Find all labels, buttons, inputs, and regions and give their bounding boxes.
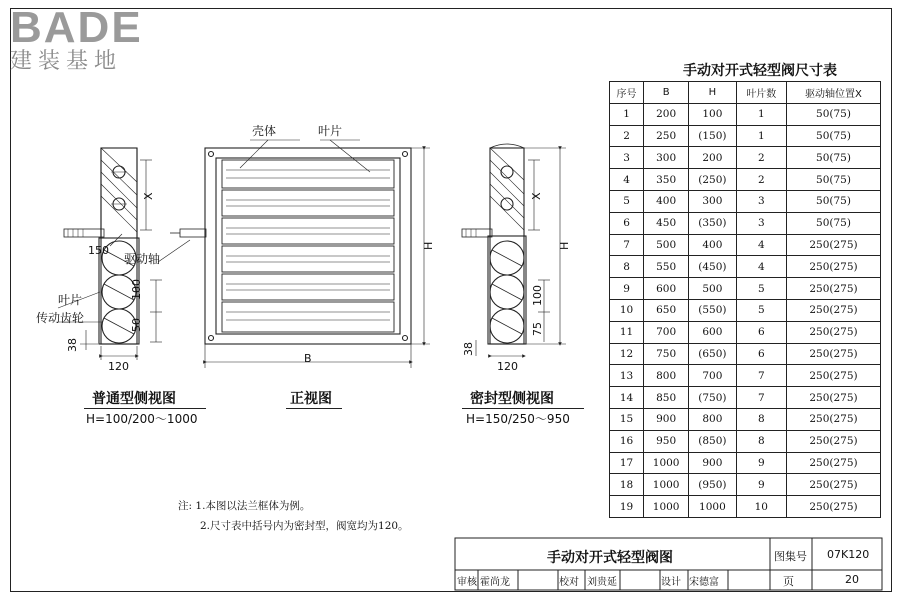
table-cell: 250(275) bbox=[786, 343, 880, 365]
table-cell: 17 bbox=[610, 452, 644, 474]
caption-underline-sealed bbox=[462, 408, 584, 409]
table-cell: 2 bbox=[736, 169, 786, 191]
table-row bbox=[610, 234, 881, 256]
label-shell: 壳体 bbox=[252, 124, 277, 138]
table-cell: 3 bbox=[736, 190, 786, 212]
review-label: 审核 bbox=[457, 577, 477, 588]
table-cell: 4 bbox=[736, 256, 786, 278]
check-label: 校对 bbox=[559, 577, 579, 588]
table-cell: 9 bbox=[736, 452, 786, 474]
table-header-cell: 驱动轴位置X bbox=[786, 82, 880, 104]
table-cell: 250(275) bbox=[786, 387, 880, 409]
dim-50: 50 bbox=[130, 318, 143, 332]
table-row bbox=[610, 321, 881, 343]
table-cell: 10 bbox=[736, 496, 786, 518]
table-cell: 250(275) bbox=[786, 430, 880, 452]
table-cell: 4 bbox=[610, 169, 644, 191]
page-number: 20 bbox=[845, 573, 859, 586]
table-cell: 800 bbox=[689, 408, 736, 430]
table-header-cell: 叶片数 bbox=[736, 82, 786, 104]
table-cell: 1 bbox=[736, 125, 786, 147]
table-cell: 250(275) bbox=[786, 256, 880, 278]
table-cell: 750 bbox=[644, 343, 689, 365]
dim-120-right: 120 bbox=[497, 360, 518, 373]
table-cell: 15 bbox=[610, 408, 644, 430]
table-cell: (750) bbox=[689, 387, 736, 409]
table-header-cell: H bbox=[689, 82, 736, 104]
table-cell: (950) bbox=[689, 474, 736, 496]
table-row bbox=[610, 256, 881, 278]
table-cell: 100 bbox=[689, 103, 736, 125]
table-cell: 50(75) bbox=[786, 147, 880, 169]
table-cell: 250(275) bbox=[786, 452, 880, 474]
table-row bbox=[610, 169, 881, 191]
table-cell: 1000 bbox=[644, 474, 689, 496]
table-cell: 1000 bbox=[644, 496, 689, 518]
label-gear: 传动齿轮 bbox=[36, 311, 85, 325]
table-row bbox=[610, 212, 881, 234]
table-cell: 50(75) bbox=[786, 212, 880, 234]
caption-front: 正视图 bbox=[290, 391, 332, 407]
table-cell: 18 bbox=[610, 474, 644, 496]
table-cell: 19 bbox=[610, 496, 644, 518]
table-row bbox=[610, 278, 881, 300]
table-cell: (450) bbox=[689, 256, 736, 278]
dim-x-right: X bbox=[530, 192, 543, 200]
table-cell: 6 bbox=[736, 321, 786, 343]
front-view bbox=[158, 140, 430, 368]
table-cell: 50(75) bbox=[786, 190, 880, 212]
table-cell: 250(275) bbox=[786, 278, 880, 300]
dim-x: X bbox=[142, 192, 155, 200]
table-cell: 1000 bbox=[644, 452, 689, 474]
dim-120: 120 bbox=[108, 360, 129, 373]
table-cell: 400 bbox=[644, 190, 689, 212]
table-cell: 250 bbox=[644, 125, 689, 147]
table-cell: 850 bbox=[644, 387, 689, 409]
table-cell: 450 bbox=[644, 212, 689, 234]
table-cell: 16 bbox=[610, 430, 644, 452]
sealed-side-view bbox=[462, 144, 566, 356]
table-cell: 700 bbox=[644, 321, 689, 343]
table-cell: 9 bbox=[736, 474, 786, 496]
dim-h-right: H bbox=[558, 241, 571, 250]
table-row bbox=[610, 474, 881, 496]
caption-underline-front bbox=[286, 408, 342, 409]
table-row bbox=[610, 103, 881, 125]
table-cell: 200 bbox=[644, 103, 689, 125]
table-row bbox=[610, 125, 881, 147]
table-cell: 4 bbox=[736, 234, 786, 256]
table-row bbox=[610, 147, 881, 169]
table-cell: 50(75) bbox=[786, 125, 880, 147]
dim-38: 38 bbox=[66, 338, 79, 352]
dim-b: B bbox=[304, 352, 312, 365]
notes-prefix: 注: bbox=[178, 500, 193, 512]
drawing-title: 手动对开式轻型阀图 bbox=[547, 550, 673, 566]
table-row bbox=[610, 343, 881, 365]
table-cell: 7 bbox=[736, 387, 786, 409]
table-cell: (850) bbox=[689, 430, 736, 452]
table-cell: 250(275) bbox=[786, 299, 880, 321]
table-cell: 8 bbox=[736, 408, 786, 430]
table-title: 手动对开式轻型阀尺寸表 bbox=[683, 63, 837, 79]
table-cell: 400 bbox=[689, 234, 736, 256]
table-cell: 1000 bbox=[689, 496, 736, 518]
title-block bbox=[455, 538, 882, 590]
atlas-number: 07K120 bbox=[827, 548, 870, 561]
dim-150: 150 bbox=[88, 244, 109, 257]
table-cell: 650 bbox=[644, 299, 689, 321]
dim-h: H bbox=[422, 241, 435, 250]
table-cell: 250(275) bbox=[786, 496, 880, 518]
table-cell: 550 bbox=[644, 256, 689, 278]
table-cell: (550) bbox=[689, 299, 736, 321]
label-blade: 叶片 bbox=[318, 124, 343, 138]
table-header-cell: 序号 bbox=[610, 82, 644, 104]
table-row bbox=[610, 387, 881, 409]
table-cell: 600 bbox=[689, 321, 736, 343]
table-cell: 250(275) bbox=[786, 408, 880, 430]
table-row bbox=[610, 365, 881, 387]
table-header-row bbox=[610, 82, 881, 104]
table-body bbox=[610, 103, 881, 517]
dim-100-right: 100 bbox=[531, 285, 544, 306]
checker-name: 刘贵延 bbox=[587, 577, 617, 588]
table-cell: 8 bbox=[610, 256, 644, 278]
table-cell: 3 bbox=[736, 212, 786, 234]
table-cell: 5 bbox=[736, 278, 786, 300]
label-drive-shaft: 驱动轴 bbox=[124, 252, 161, 266]
table-cell: 13 bbox=[610, 365, 644, 387]
table-cell: 5 bbox=[736, 299, 786, 321]
table-cell: (150) bbox=[689, 125, 736, 147]
table-cell: 14 bbox=[610, 387, 644, 409]
range-normal-side: H=100/200～1000 bbox=[86, 412, 198, 426]
logo-brand: BADE bbox=[10, 3, 143, 52]
table-cell: 2 bbox=[610, 125, 644, 147]
table-cell: 250(275) bbox=[786, 321, 880, 343]
reviewer-name: 霍尚龙 bbox=[480, 577, 510, 588]
table-row bbox=[610, 496, 881, 518]
table-cell: 1 bbox=[610, 103, 644, 125]
table-cell: (250) bbox=[689, 169, 736, 191]
caption-underline-normal bbox=[84, 408, 206, 409]
designer-name: 宋德富 bbox=[689, 577, 719, 588]
table-cell: 6 bbox=[610, 212, 644, 234]
table-cell: 2 bbox=[736, 147, 786, 169]
table-cell: 950 bbox=[644, 430, 689, 452]
note-1: 1.本图以法兰框体为例。 bbox=[195, 500, 311, 512]
table-cell: 12 bbox=[610, 343, 644, 365]
table-cell: 3 bbox=[610, 147, 644, 169]
table-cell: 200 bbox=[689, 147, 736, 169]
table-cell: 900 bbox=[644, 408, 689, 430]
table-cell: 500 bbox=[689, 278, 736, 300]
table-cell: 600 bbox=[644, 278, 689, 300]
caption-normal-side: 普通型侧视图 bbox=[92, 391, 176, 407]
table-cell: 7 bbox=[610, 234, 644, 256]
table-cell: 250(275) bbox=[786, 365, 880, 387]
table-cell: 800 bbox=[644, 365, 689, 387]
table-cell: 250(275) bbox=[786, 234, 880, 256]
table-cell: 7 bbox=[736, 365, 786, 387]
table-cell: 300 bbox=[644, 147, 689, 169]
dim-75-right: 75 bbox=[531, 322, 544, 336]
dimensions-table bbox=[609, 81, 881, 518]
logo-subtitle: 建装基地 bbox=[10, 49, 123, 74]
note-2: 2.尺寸表中括号内为密封型，阀宽均为120。 bbox=[200, 520, 409, 532]
table-cell: 9 bbox=[610, 278, 644, 300]
table-cell: 350 bbox=[644, 169, 689, 191]
table-cell: 1 bbox=[736, 103, 786, 125]
dim-100: 100 bbox=[130, 279, 143, 300]
dim-38-right: 38 bbox=[462, 342, 475, 356]
table-cell: 50(75) bbox=[786, 169, 880, 191]
table-cell: (350) bbox=[689, 212, 736, 234]
table-header-cell: B bbox=[644, 82, 689, 104]
table-row bbox=[610, 430, 881, 452]
table-row bbox=[610, 452, 881, 474]
table-cell: 11 bbox=[610, 321, 644, 343]
atlas-label: 图集号 bbox=[774, 550, 807, 563]
caption-sealed-side: 密封型侧视图 bbox=[470, 391, 554, 407]
table-cell: (650) bbox=[689, 343, 736, 365]
table-cell: 300 bbox=[689, 190, 736, 212]
table-row bbox=[610, 299, 881, 321]
table-cell: 10 bbox=[610, 299, 644, 321]
table-cell: 500 bbox=[644, 234, 689, 256]
range-sealed-side: H=150/250～950 bbox=[466, 412, 570, 426]
design-label: 设计 bbox=[661, 577, 681, 588]
table-cell: 250(275) bbox=[786, 474, 880, 496]
table-cell: 900 bbox=[689, 452, 736, 474]
table-row bbox=[610, 190, 881, 212]
table-cell: 700 bbox=[689, 365, 736, 387]
table-row bbox=[610, 408, 881, 430]
label-blade-left: 叶片 bbox=[58, 293, 83, 307]
table-cell: 5 bbox=[610, 190, 644, 212]
table-cell: 50(75) bbox=[786, 103, 880, 125]
table-cell: 8 bbox=[736, 430, 786, 452]
page-label: 页 bbox=[783, 575, 794, 588]
table-cell: 6 bbox=[736, 343, 786, 365]
notes bbox=[178, 496, 409, 536]
